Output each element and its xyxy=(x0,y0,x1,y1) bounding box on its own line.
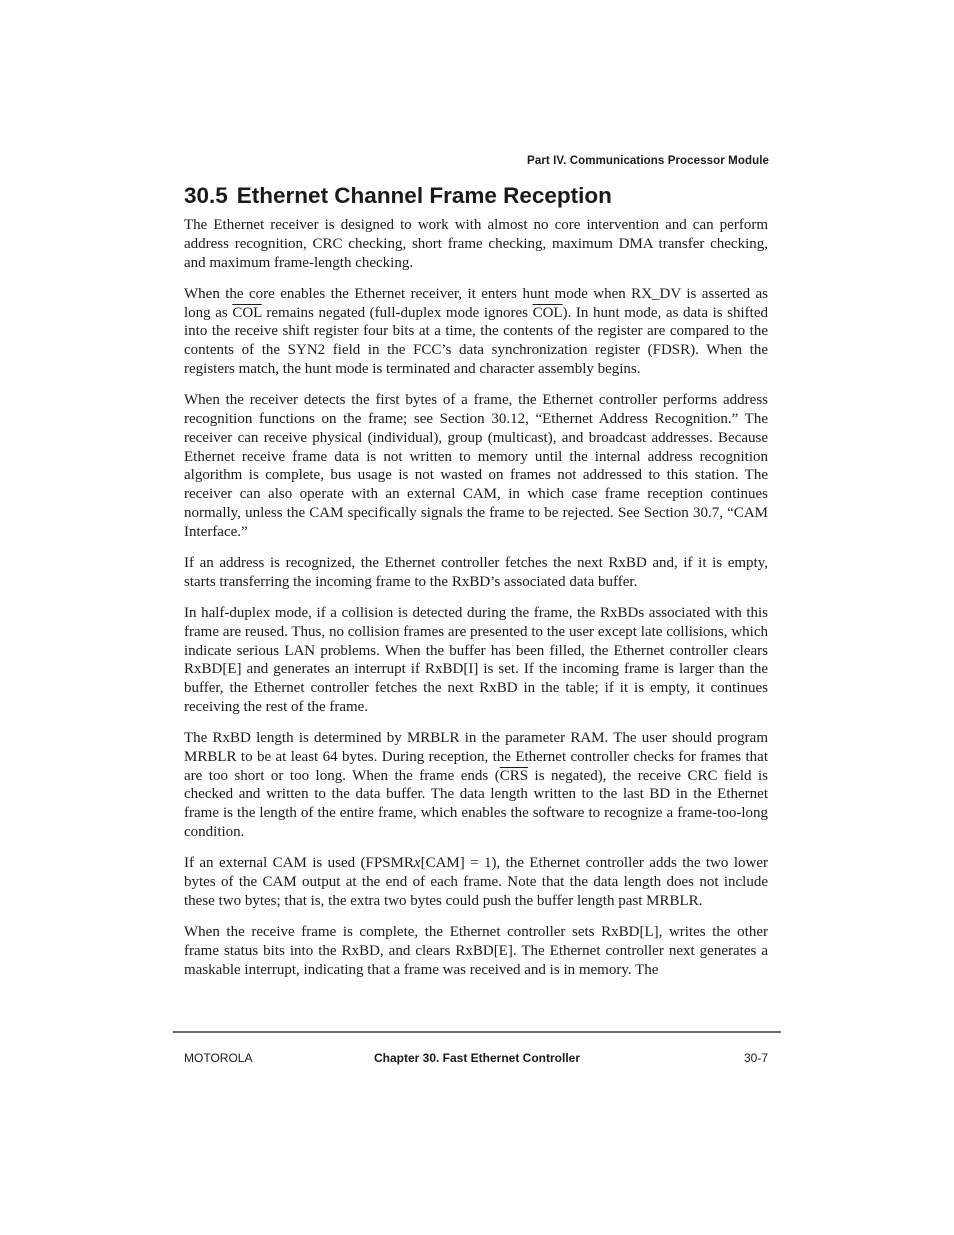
footer-rule xyxy=(173,1031,781,1033)
paragraph-7-part-a: If an external CAM is used (FPSMR xyxy=(184,855,414,872)
paragraph-2-part-a: When the core enables the Ethernet receiver, it enters hunt mode when RX_DV is asserted as long as xyxy=(184,285,768,321)
paragraph-8: When the receive frame is complete, the Ethernet controller sets RxBD[L], writes the other frame status bits into the RxBD, and clears RxBD[E]. The Ethernet controller next generates a maskable interrupt, indicating that a frame was received and is in memory. The xyxy=(184,924,768,978)
paragraph-7-part-b: [CAM] = 1), the Ethernet controller adds the two lower bytes of the CAM output at the end of each frame. Note that the data length does not include these two bytes; that is, the extra two bytes could push the buffer length past MRBLR. xyxy=(184,855,768,909)
footer-chapter: Chapter 30. Fast Ethernet Controller xyxy=(373,1051,581,1065)
section-heading xyxy=(184,183,612,209)
paragraph-2-part-c: ). In hunt mode, as data is shifted into the receive shift register four bits at a time, the contents of the register are compared to the contents of the SYN2 field in the FCC’s data synchronization register (FDSR). When the registers match, the hunt mode is terminated and character assembly begins. xyxy=(184,304,768,377)
paragraph-5: In half-duplex mode, if a collision is detected during the frame, the RxBDs associated with this frame are reused. Thus, no collision frames are presented to the user except late collisions, which indicate serious LAN problems. When the buffer has been filled, the Ethernet controller clears RxBD[E] and generates an interrupt if RxBD[I] is set. If the incoming frame is larger than the buffer, the Ethernet controller fetches the next RxBD in the table; if it is empty, it continues receiving the rest of the frame. xyxy=(184,604,768,715)
paragraph-6-part-a: The RxBD length is determined by MRBLR in the parameter RAM. The user should program MRBLR to be at least 64 bytes. During reception, the Ethernet controller checks for frames that are too short or too long. When the frame ends ( xyxy=(184,730,768,784)
running-head: Part IV. Communications Processor Module xyxy=(527,155,769,167)
section-number: 30.5 xyxy=(184,183,228,208)
signal-crs-overbar: $\overline{CRS}$ xyxy=(499,767,529,784)
paragraph-2-part-b: remains negated (full-duplex mode ignores xyxy=(261,304,533,321)
paragraph-3: When the receiver detects the first bytes of a frame, the Ethernet controller performs address recognition functions on the frame; see Section 30.12, “Ethernet Address Recognition.” The receiver can receive physical (individual), group (multicast), and broadcast addresses. Because Ethernet receive frame data is not written to memory until the internal address recognition algorithm is complete, bus usage is not wasted on frames not addressed to this station. The receiver can also operate with an external CAM, in which case frame reception continues normally, unless the CAM specifically signals the frame to be rejected. See Section 30.7, “CAM Interface.” xyxy=(184,392,768,540)
paragraph-6 xyxy=(184,729,768,842)
signal-col-overbar: $\overline{COL}$ xyxy=(232,304,262,321)
section-title: Ethernet Channel Frame Reception xyxy=(236,183,612,208)
body-text xyxy=(184,216,768,992)
paragraph-1: The Ethernet receiver is designed to work with almost no core intervention and can perform address recognition, CRC checking, short frame checking, maximum DMA transfer checking, and maximum frame-length checking. xyxy=(184,217,768,271)
footer-page-number: 30-7 xyxy=(743,1051,768,1065)
footer-publisher: MOTOROLA xyxy=(184,1051,253,1065)
signal-col-overbar-2: $\overline{COL}$ xyxy=(532,304,563,321)
paragraph-4: If an address is recognized, the Ethernet controller fetches the next RxBD and, if it is empty, starts transferring the incoming frame to the RxBD’s associated data buffer. xyxy=(184,554,768,590)
paragraph-7 xyxy=(184,854,768,910)
register-suffix-x: x xyxy=(413,855,421,872)
paragraph-6-part-b: is negated), the receive CRC field is checked and written to the data buffer. The data length written to the last BD in the Ethernet frame is the length of the entire frame, which enables the software to recognize a frame-too-long condition. xyxy=(184,767,768,841)
paragraph-2 xyxy=(184,285,768,379)
